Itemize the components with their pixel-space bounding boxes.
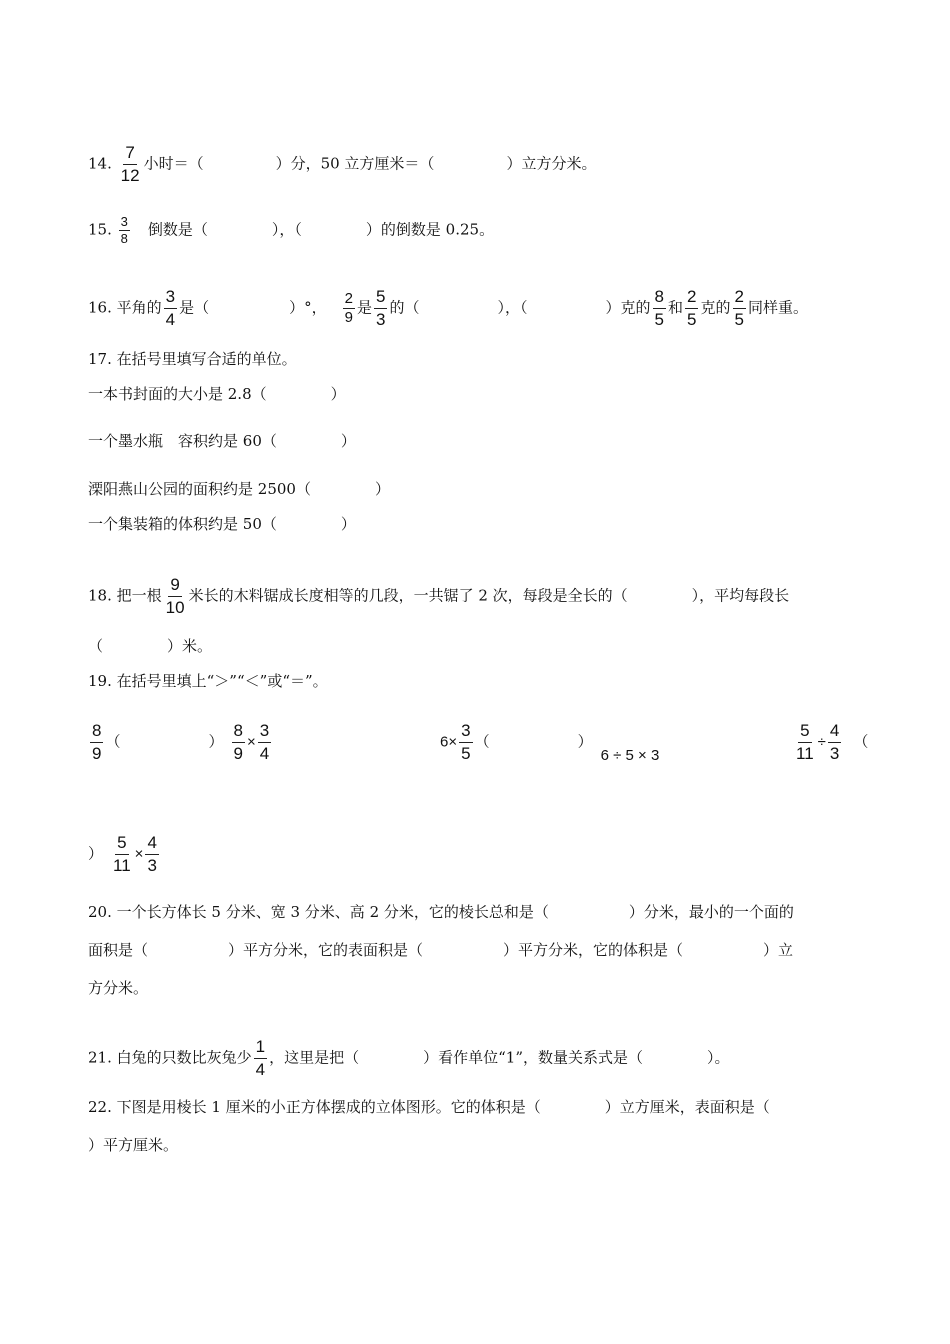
question-18-cont: （ ）米。 — [88, 637, 213, 655]
question-22: 22. 下图是用棱长 1 厘米的小正方体摆成的立体图形。它的体积是（ ）立方厘米，表面积是（ — [88, 1098, 770, 1116]
question-17-title: 17. 在括号里填写合适的单位。 — [88, 350, 297, 368]
question-number: 16. — [88, 298, 112, 317]
question-number: 15. — [88, 220, 112, 239]
fraction: $\frac{3}{8}$ — [120, 214, 128, 246]
question-17-item-1: 一本书封面的大小是 2.8（ ） — [88, 385, 346, 403]
question-16: 16. 平角的 $\frac{3}{4}$ 是（ ）°， $\frac{2}{9}$ 是 $\frac{5}{3}$ 的（ ），（ ）克的 $\frac{8}{5}$ 和 $\frac{2}{5}$ 克的 $\frac{2}{5}$ 同样重。 — [88, 287, 808, 329]
question-19-c: $\frac{5}{11}$ ÷ $\frac{4}{3}$ （ — [796, 721, 869, 763]
question-17-item-3: 溧阳燕山公园的面积约是 2500（ ） — [88, 480, 390, 498]
question-14: 14. $\frac{7}{12}$ 小时＝（ ）分，50 立方厘米＝（ ）立方分米。 — [88, 143, 597, 185]
question-19-c-cont: ） $\frac{5}{11}$ × $\frac{4}{3}$ — [88, 833, 157, 875]
question-20: 20. 一个长方体长 5 分米、宽 3 分米、高 2 分米，它的棱长总和是（ ）分米，最小的一个面的 — [88, 903, 794, 921]
question-17-item-4: 一个集装箱的体积约是 50（ ） — [88, 515, 356, 533]
question-20-line-3: 方分米。 — [88, 979, 149, 997]
question-19-title: 19. 在括号里填上“＞”“＜”或“＝”。 — [88, 672, 328, 690]
question-22-line-2: ）平方厘米。 — [88, 1136, 179, 1154]
question-21: 21. 白兔的只数比灰兔少 $\frac{1}{4}$ ，这里是把（ ）看作单位“1”，数量关系式是（ ）。 — [88, 1037, 730, 1079]
question-19-b: 6× $\frac{3}{5}$ （ ）6 ÷ 5 × 3 — [440, 721, 660, 764]
question-20-line-2: 面积是（ ）平方分米，它的表面积是（ ）平方分米，它的体积是（ ）立 — [88, 941, 794, 959]
question-18: 18. 把一根 $\frac{9}{10}$ 米长的木料锯成长度相等的几段，一共锯了 2 次，每段是全长的（ ），平均每段长 — [88, 575, 790, 617]
question-17-item-2: 一个墨水瓶 容积约是 60（ ） — [88, 432, 356, 450]
question-number: 14. — [88, 154, 112, 173]
question-15: 15. $\frac{3}{8}$ 倒数是（ ），（ ）的倒数是 0.25。 — [88, 214, 495, 246]
fraction: $\frac{7}{12}$ — [120, 143, 140, 185]
question-19-a: $\frac{8}{9}$ （ ） $\frac{8}{9}$ × $\frac{3}{4}$ — [92, 721, 270, 763]
